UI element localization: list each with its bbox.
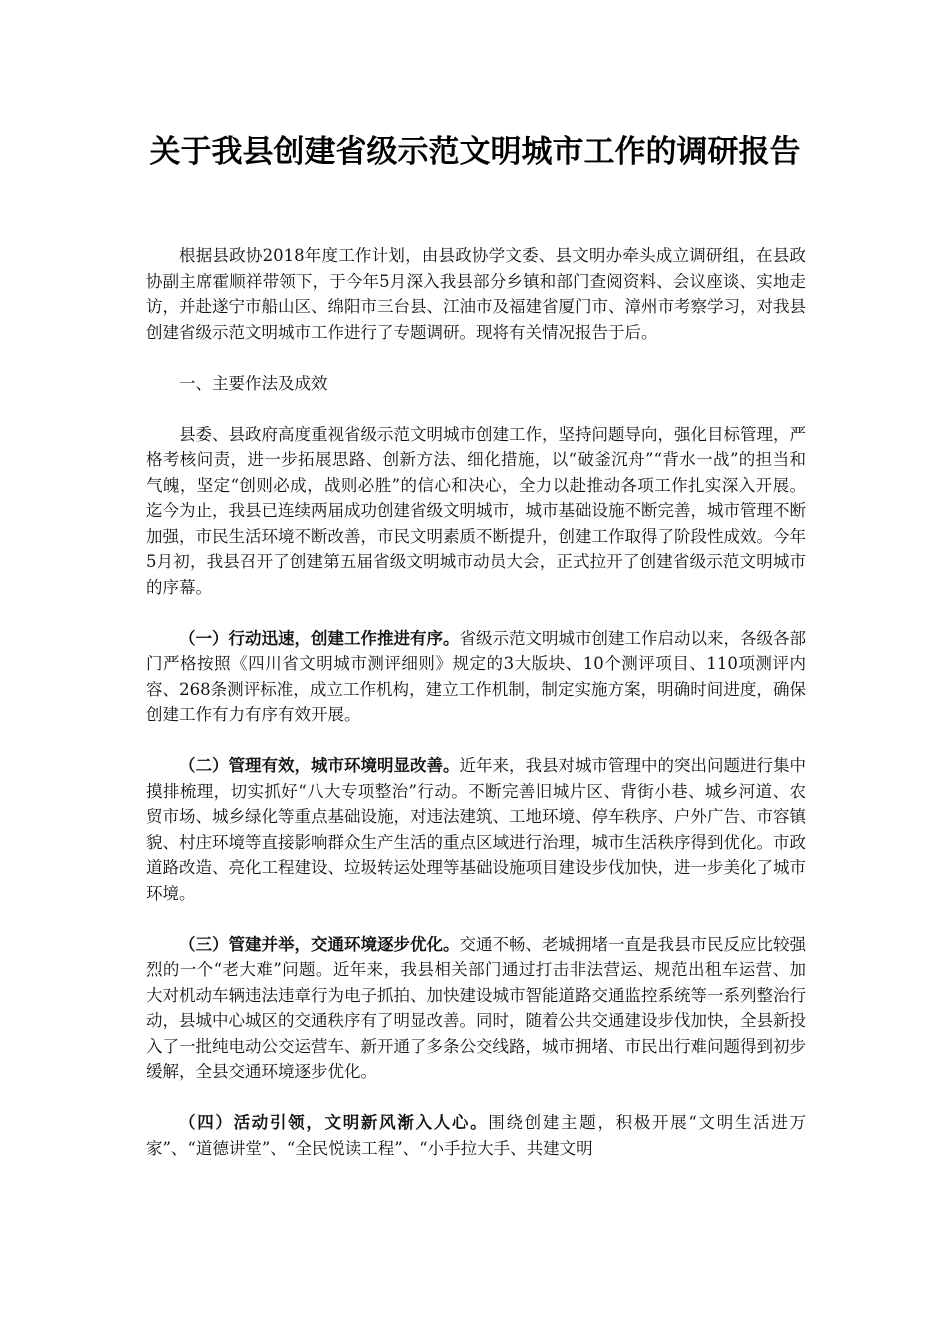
point-text: 围绕创建主题，积极开展“文明生活进万家”、“道德讲堂”、“全民悦读工程”、“小手拉大手、共建文明 <box>146 1113 806 1158</box>
point-paragraph-3 <box>146 932 806 1085</box>
point-paragraph-1 <box>146 626 806 728</box>
point-text: 交通不畅、老城拥堵一直是我县市民反应比较强烈的一个“老大难”问题。近年来，我县相关部门通过打击非法营运、规范出租车运营、加大对机动车辆违法违章行为电子抓拍、加快建设城市智能道路交通监控系统等一系列整治行动，县城中心城区的交通秩序有了明显改善。同时，随着公共交通建设步伐加快，全县新投入了一批纯电动公交运营车、新开通了多条公交线路，城市拥堵、市民出行难问题得到初步缓解，全县交通环境逐步优化。 <box>146 934 806 1081</box>
point-lead: （二）管理有效，城市环境明显改善。 <box>179 756 460 775</box>
document-body <box>146 243 806 1187</box>
point-text: 省级示范文明城市创建工作启动以来，各级各部门严格按照《四川省文明城市测评细则》规定的3大版块、10个测评项目、110项测评内容、268条测评标准，成立工作机构，建立工作机制，制定实施方案，明确时间进度，确保创建工作有力有序有效开展。 <box>146 628 806 724</box>
document-title: 关于我县创建省级示范文明城市工作的调研报告 <box>149 134 801 170</box>
point-paragraph-2 <box>146 753 806 906</box>
point-lead: （四）活动引领，文明新风渐入人心。 <box>179 1113 489 1132</box>
point-lead: （一）行动迅速，创建工作推进有序。 <box>179 628 460 648</box>
section-heading: 一、主要作法及成效 <box>179 373 328 393</box>
intro-paragraph: 根据县政协2018年度工作计划，由县政协学文委、县文明办牵头成立调研组，在县政协副主席霍顺祥带领下，于今年5月深入我县部分乡镇和部门查阅资料、会议座谈、实地走访，并赴遂宁市船山区、绵阳市三台县、江油市及福建省厦门市、漳州市考察学习，对我县创建省级示范文明城市工作进行了专题调研。现将有关情况报告于后。 <box>146 246 806 342</box>
point-text: 近年来，我县对城市管理中的突出问题进行集中摸排梳理，切实抓好“八大专项整治”行动。不断完善旧城片区、背街小巷、城乡河道、农贸市场、城乡绿化等重点基础设施，对违法建筑、工地环境、停车秩序、户外广告、市容镇貌、村庄环境等直接影响群众生产生活的重点区域进行治理，城市生活秩序得到优化。市政道路改造、亮化工程建设、垃圾转运处理等基础设施项目建设步伐加快，进一步美化了城市环境。 <box>146 756 806 903</box>
point-paragraph-4 <box>146 1110 806 1161</box>
section-body-paragraph: 县委、县政府高度重视省级示范文明城市创建工作，坚持问题导向，强化目标管理，严格考核问责，进一步拓展思路、创新方法、细化措施，以“破釜沉舟”“背水一战”的担当和气魄，坚定“创则必成，战则必胜”的信心和决心，全力以赴推动各项工作扎实深入开展。迄今为止，我县已连续两届成功创建省级文明城市，城市基础设施不断完善，城市管理不断加强，市民生活环境不断改善，市民文明素质不断提升，创建工作取得了阶段性成效。今年5月初，我县召开了创建第五届省级文明城市动员大会，正式拉开了创建省级示范文明城市的序幕。 <box>146 424 806 597</box>
point-lead: （三）管建并举，交通环境逐步优化。 <box>179 934 460 954</box>
